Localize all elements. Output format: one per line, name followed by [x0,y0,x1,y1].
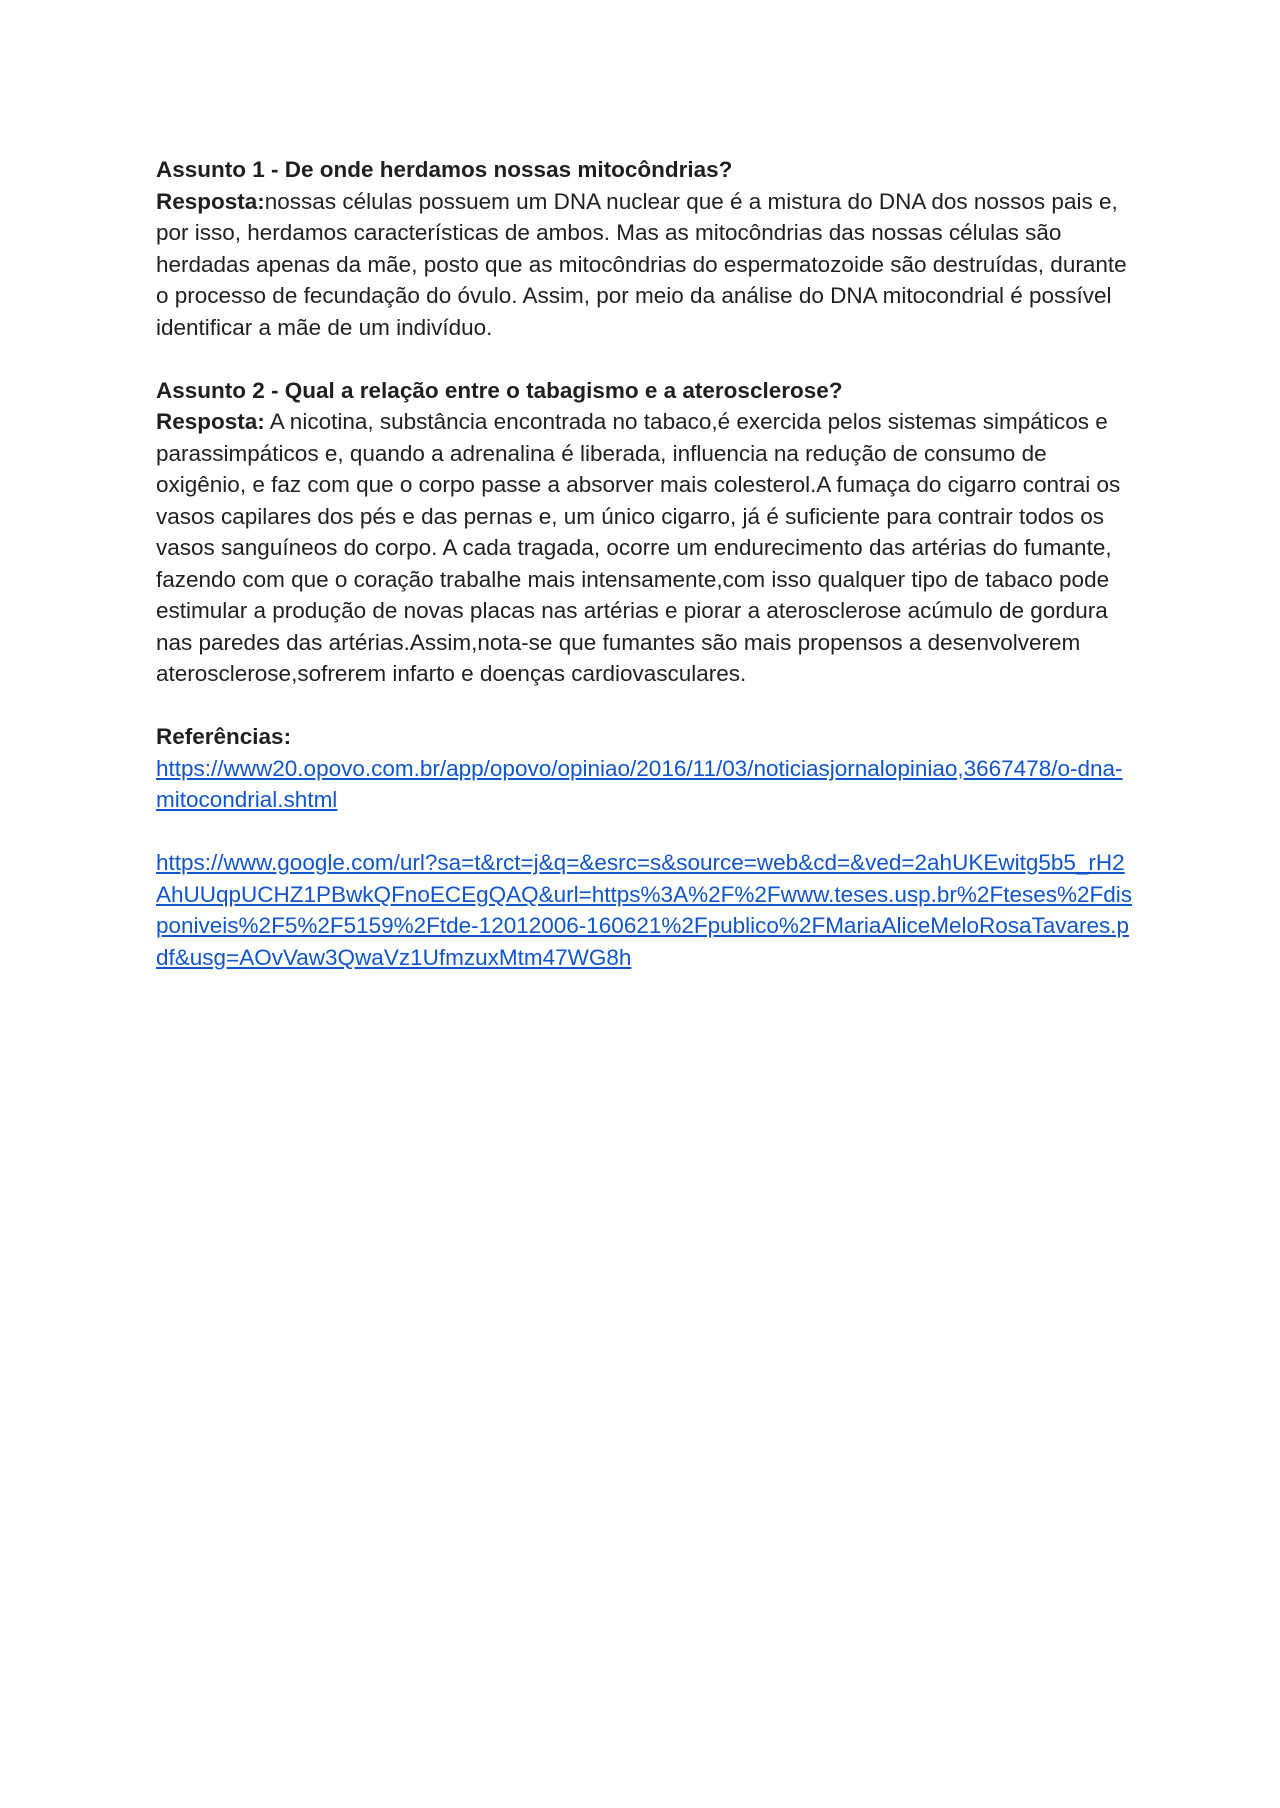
references [156,721,1136,973]
section-2 [156,375,1136,690]
answer-label: Resposta: [156,409,265,434]
section-answer [156,186,1136,344]
section-heading: Assunto 1 - De onde herdamos nossas mitocôndrias? [156,157,733,182]
reference-link-2[interactable]: https://www.google.com/url?sa=t&rct=j&q=&esrc=s&source=web&cd=&ved=2ahUKEwitg5b5_rH2AhUUqpUCHZ1PBwkQFnoECEgQAQ&url=https%3A%2F%2Fwww.teses.usp.br%2Fteses%2Fdisponiveis%2F5%2F5159%2Ftde-12012006-160621%2Fpublico%2FMariaAliceMeloRosaTavares.pdf&usg=AOvVaw3QwaVz1UfmzuxMtm47WG8h [156,850,1132,970]
reference-link-1[interactable]: https://www20.opovo.com.br/app/opovo/opiniao/2016/11/03/noticiasjornalopiniao,3667478/o-dna-mitocondrial.shtml [156,755,1123,812]
answer-label: Resposta: [156,188,265,214]
answer-text: nossas células possuem um DNA nuclear que é a mistura do DNA dos nossos pais e, por isso, herdamos características de ambos. Mas as mitocôndrias das nossas células são herdadas apenas da mãe, posto que as mitocôndrias do espermatozoide são destruídas, durante o processo de fecundação do óvulo. Assim, por meio da análise do DNA mitocondrial é possível identificar a mãe de um indivíduo. [156,188,1127,340]
document-body [156,154,1136,1005]
references-title: Referências: [156,724,292,749]
section-1 [156,154,1136,343]
reference-spacer [156,816,1136,848]
section-heading: Assunto 2 - Qual a relação entre o tabagismo e a aterosclerose? [156,377,843,403]
section-answer [156,406,1136,690]
answer-text: A nicotina, substância encontrada no tabaco,é exercida pelos sistemas simpáticos e parassimpáticos e, quando a adrenalina é liberada, influencia na redução de consumo de oxigênio, e faz com que o corpo passe a absorver mais colesterol.A fumaça do cigarro contrai os vasos capilares dos pés e das pernas e, um único cigarro, já é suficiente para contrair todos os vasos sanguíneos do corpo. A cada tragada, ocorre um endurecimento das artérias do fumante, fazendo com que o coração trabalhe mais intensamente,com isso qualquer tipo de tabaco pode estimular a produção de novas placas nas artérias e piorar a aterosclerose acúmulo de gordura nas paredes das artérias.Assim,nota-se que fumantes são mais propensos a desenvolverem aterosclerose,sofrerem infarto e doenças cardiovasculares. [156,409,1121,686]
